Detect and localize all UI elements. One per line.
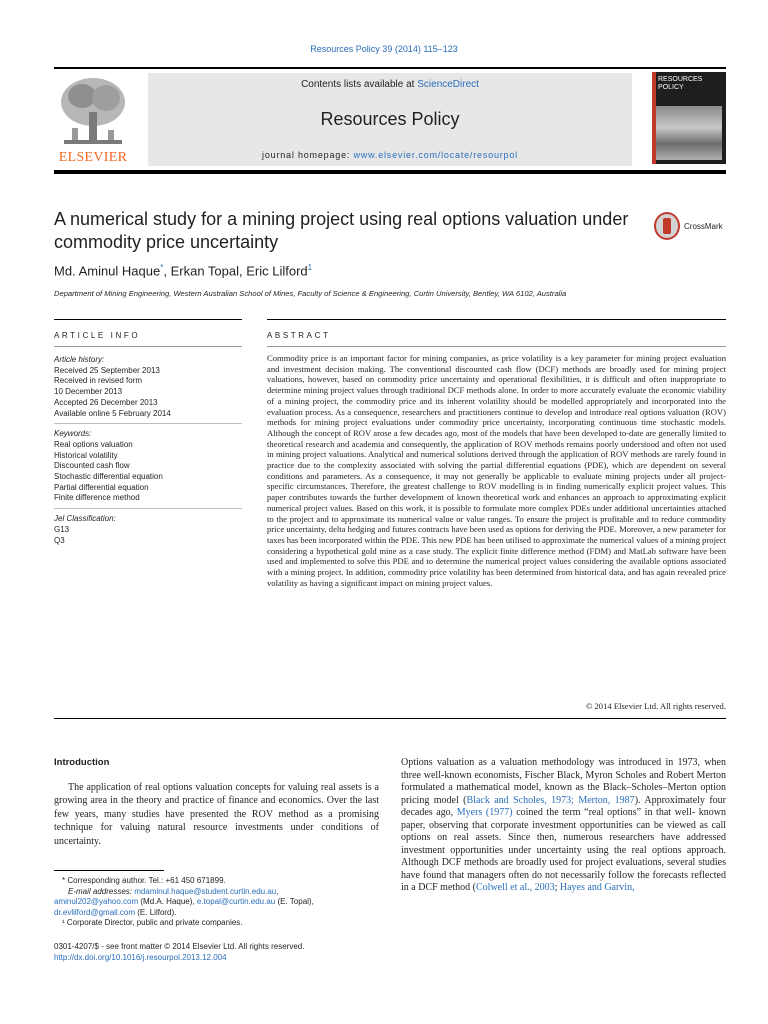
affiliation: Department of Mining Engineering, Western Australian School of Mines, Faculty of Science & Engineering, Curtin University, Bentley, WA 6102, Australia (54, 289, 567, 298)
author-list (54, 263, 312, 278)
email-owner: (Md.A. Haque), (138, 897, 197, 906)
homepage-label: journal homepage: (262, 150, 354, 160)
history-item: Received in revised form (54, 376, 143, 386)
banner-bottom-rule (54, 170, 726, 174)
abstract-heading-rule (267, 346, 726, 347)
reference-link[interactable]: Hayes and Garvin, (559, 882, 635, 893)
corresponding-author-note: * Corresponding author. Tel.: +61 450 671899. (62, 876, 226, 885)
info-heading-rule (54, 346, 242, 347)
footnote-rule (54, 870, 164, 871)
reference-link[interactable]: Colwell et al., 2003 (476, 882, 555, 893)
keyword-item: Stochastic differential equation (54, 472, 163, 482)
issn-block (54, 942, 379, 963)
author-separator: , (239, 263, 247, 279)
author-haque: Md. Aminul Haque (54, 263, 161, 279)
journal-citation[interactable]: Resources Policy 39 (2014) 115–123 (310, 44, 458, 54)
history-item: 10 December 2013 (54, 387, 123, 397)
banner-top-rule (54, 67, 726, 69)
contents-prefix: Contents lists available at (301, 79, 418, 90)
reference-link[interactable]: Myers (1977) (456, 807, 513, 818)
copyright-notice: © 2014 Elsevier Ltd. All rights reserved. (585, 701, 726, 711)
history-item: Accepted 26 December 2013 (54, 397, 158, 407)
article-title: A numerical study for a mining project using real options valuation under commodity price uncertainty (54, 209, 629, 252)
author-separator: , (163, 263, 171, 279)
journal-homepage (148, 150, 632, 160)
body-right-column (401, 757, 726, 895)
crossmark-icon (654, 212, 680, 240)
body-text: coined the term “real options” in that well- known paper, observing that corporate investment opportunities can be viewed as call options on real assets. Since then, numerous researchers have addressed investment opportunities under uncertainty using the real options approach. Although DCF methods are broadly used for project evaluations, several studies have found that managers often do not necessarily follow the forecasts reflected in a DCF method ( (401, 807, 726, 893)
publisher-name: ELSEVIER (58, 150, 128, 165)
article-history (54, 355, 242, 424)
abstract-top-rule (267, 319, 726, 320)
issn-line: 0301-4207/$ - see front matter © 2014 Elsevier Ltd. All rights reserved. (54, 942, 305, 951)
keywords-label: Keywords: (54, 429, 92, 439)
body-text: ). Approximately four decades ago, (401, 794, 727, 818)
email-link[interactable]: mdaminul.haque@student.curtin.edu.au (134, 886, 277, 896)
keyword-item: Discounted cash flow (54, 461, 130, 471)
doi-link[interactable]: http://dx.doi.org/10.1016/j.resourpol.2013.12.004 (54, 952, 227, 962)
email-owner: (E. Topal), (275, 897, 314, 906)
footnote-mark-1[interactable]: 1 (307, 263, 313, 272)
email-link[interactable]: e.topal@curtin.edu.au (196, 897, 276, 906)
cover-title: RESOURCES POLICY (658, 76, 703, 91)
sciencedirect-link[interactable]: ScienceDirect (417, 79, 479, 90)
author-topal: Erkan Topal (170, 263, 240, 279)
footnote-1: ¹ Corporate Director, public and private companies. (62, 918, 243, 927)
info-top-rule (54, 319, 242, 320)
email-link[interactable]: aminul202@yahoo.com (54, 897, 139, 906)
corresponding-author-mark[interactable]: * (160, 263, 164, 272)
keyword-item: Partial differential equation (54, 482, 149, 492)
email-link[interactable]: dr.evlilford@gmail.com (54, 907, 136, 917)
crossmark-label: CrossMark (684, 222, 723, 231)
article-info (54, 355, 242, 555)
keywords (54, 429, 242, 509)
body-text: Options valuation as a valuation methodology was introduced in 1973, when three well-known economists, Fischer Black, Myron Scholes and Robert Merton formulated a mathematical model, known as the Black–Scholes–Merton option pricing model ( (401, 757, 726, 806)
crossmark-button[interactable] (654, 212, 726, 242)
cover-photo (656, 106, 722, 160)
abstract-text: Commodity price is an important factor for mining companies, as price volatility is a key parameter for mining project evaluation and investment decision making. The conventional discounted cash flow (DCF) methods are broadly used for mining project valuations, however, based on commodity price uncertainty and operational flexibilities, it is difficult and often inappropriate to determine mining project values through traditional DCF methods alone. In order to more accurately evaluate the economic viability of a mining project, the commodity price and its inherent volatility should be modelled appropriately and incorporated into the evaluation process. As a consequence, researchers and practitioners continue to develop and introduce real options valuation (ROV) methods for mining project evaluations under commodity price uncertainty, incorporating continuous time stochastic models. Although the concept of ROV arose a few decades ago, most of the models that have been developed to-date are generally limited to theoretical research and academia and consequently, the application of ROV methods remains poorly understood and often not used in mining project valuations. Analytical and numerical solutions derived through the application of ROV methods are rarely found in practice due to the complexity associated with solving the partial differential equations (PDE), which are dependent on several conditions and parameters. As a consequence, it may not generally be applicable to evaluate mining projects under all project-specific circumstances. Therefore, the greatest challenge to ROV modelling is in finding numerically explicit project values. This paper contributes towards the further development of known theoretical work and enhances an approach to approximating explicit numerical project values. Based on this work, it is possible to formulate more complex PDEs under additional uncertainties attached to the project and to approximate its numerical value or value ranges. To ensure the project is profitable and to reduce commodity price uncertainty, delta hedging and futures contracts have been used as options for deriving the PDE. Moreover, a new parameter for taxes has been incorporated within the PDE. This new PDE has been utilised to approximate the numerical values of a mining project considering a hypothetical gold mine as a case study. The explicit finite difference method (FDM) and MatLab software have been used and implemented to solve this PDE and to determine the numerical project values considering the available options associated with a mining project. In addition, commodity price volatility has been determined from historical data, and has again revealed price volatility as having a significant impact on mining project values. (267, 353, 727, 588)
journal-cover-thumbnail[interactable] (652, 72, 726, 164)
history-item: Available online 5 February 2014 (54, 408, 171, 418)
keyword-item: Finite difference method (54, 493, 140, 503)
journal-title: Resources Policy (320, 109, 460, 129)
article-info-heading: ARTICLE INFO (54, 331, 141, 340)
introduction-heading: Introduction (54, 757, 110, 768)
jel-classification (54, 514, 242, 550)
abstract-heading: ABSTRACT (267, 331, 331, 340)
jel-item: Q3 (54, 535, 65, 545)
keyword-item: Real options valuation (54, 439, 133, 449)
email-label: E-mail addresses: (68, 886, 135, 896)
jel-item: G13 (54, 524, 70, 534)
email-owner: (E. Lilford). (135, 907, 177, 917)
footnotes (54, 876, 379, 929)
reference-link[interactable]: Black and Scholes, 1973; Merton, 1987 (466, 794, 635, 806)
keyword-item: Historical volatility (54, 450, 118, 460)
history-label: Article history: (54, 355, 105, 364)
homepage-link[interactable]: www.elsevier.com/locate/resourpol (353, 150, 518, 160)
history-item: Received 25 September 2013 (54, 365, 160, 375)
jel-label: Jel Classification: (54, 514, 116, 524)
contents-line (148, 79, 632, 90)
body-text: ; (554, 882, 560, 893)
introduction-paragraph: The application of real options valuation concepts for valuing real assets is a growing area in the theory and practice of finance and economics. Over the last few years, many studies have presented the ROV method as a promising technique for valuing natural resource investments under conditions of uncertainty. (54, 782, 379, 847)
author-lilford: Eric Lilford (246, 263, 308, 279)
abstract-bottom-rule (54, 718, 726, 719)
email-separator: , (276, 886, 279, 896)
